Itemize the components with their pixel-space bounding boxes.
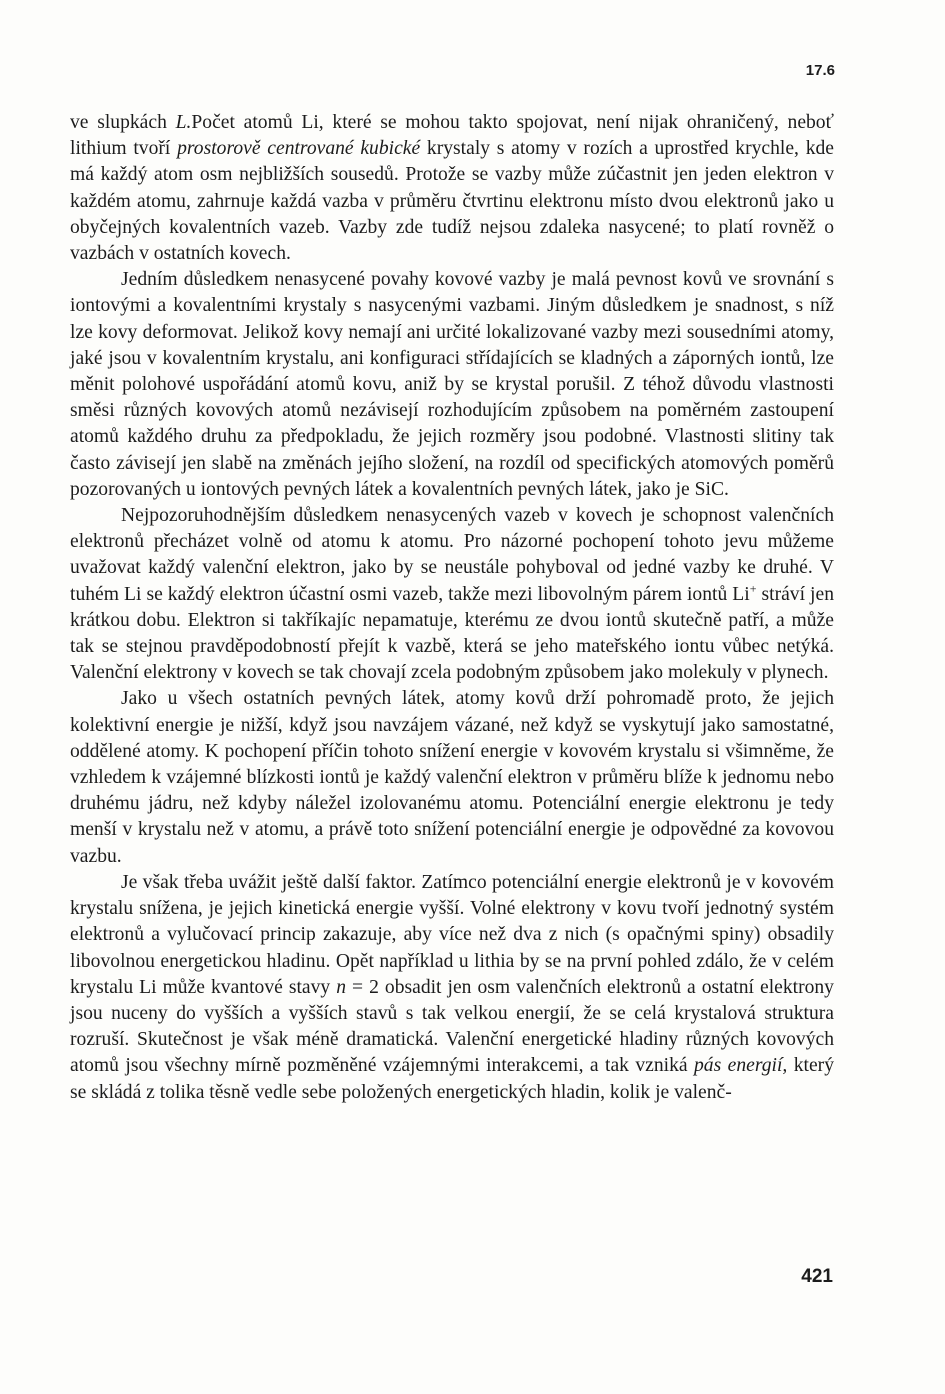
paragraph [70, 110, 834, 267]
italic-text: pás energií, [694, 1055, 788, 1077]
text-run: ve slupkách [70, 112, 176, 133]
text-run: Je však třeba uvážit ještě další faktor. Zatímco potenciální energie elektronů je v kovovém krystalu snížena, je jejich kinetická energie vyšší. Volné elektrony v kovu tvoří jednotný systém elektronů a vylučovací princip zakazuje, aby více než dva z nich (s opačnými spiny) obsadily libovolnou energetickou hladinu. Opět například u lithia by se na první pohled zdálo, že v celém krystalu Li může kvantové stavy [70, 871, 834, 998]
paragraph [70, 870, 834, 1106]
paragraph [70, 686, 834, 869]
superscript: + [749, 581, 757, 596]
paragraph [70, 503, 834, 686]
text-run: krystaly s atomy v rozích a uprostřed krychle, kde má každý atom osm nejbližších sousedů. Protože se vazby může zúčastnit jen jeden elektron v každém atomu, zahrnuje každá vazba v průměru čtvrtinu elektronu místo dvou elektronů jako u obyčejných kovalentních vazeb. Vazby zde tudíž nejsou zdaleka nasycené; to platí rovněž o vazbách v ostatních kovech. [70, 138, 834, 265]
text-body [70, 110, 834, 1106]
italic-text: L. [175, 112, 192, 133]
paragraph [70, 267, 834, 503]
text-run: Nejpozoruhodnějším důsledkem nenasycených vazeb v kovech je schopnost valenčních elektronů přecházet volně od atomu k atomu. Pro názorné pochopení tohoto jevu můžeme uvažovat každý valenční elektron, jako by se neustále pohyboval od jedné vazby ke druhé. V tuhém Li se každý elektron účastní osmi vazeb, takže mezi libovolným párem iontů Li [70, 505, 834, 605]
italic-text: prostorově centrované kubické [177, 138, 421, 160]
section-number: 17.6 [805, 62, 835, 79]
page-number: 421 [801, 1266, 833, 1287]
text-run: = 2 obsadit jen osm valenčních elektronů a ostatní elektrony jsou nuceny do vyšších a vyšších stavů s tak velkou energií, že se celá krystalová struktura rozruší. Skutečnost je však méně dramatická. Valenční energetické hladiny různých kovových atomů jsou všechny mírně pozměněné vzájemnými interakcemi, a tak vzniká [70, 976, 834, 1077]
text-run: Jako u všech ostatních pevných látek, atomy kovů drží pohromadě proto, že jejich kolektivní energie je nižší, když jsou navzájem vázané, než když se vyskytují jako samostatné, oddělené atomy. K pochopení příčin tohoto snížení energie v kovovém krystalu si všimněme, že vzhledem k vzájemné blízkosti iontů je každý valenční elektron v průměru blíže k jednomu nebo druhému jádru, než kdyby náležel izolovanému atomu. Potenciální energie elektronu je tedy menší v krystalu než v atomu, a právě toto snížení potenciální energie je odpovědné za kovovou vazbu. [70, 688, 834, 867]
italic-text: n [336, 976, 347, 998]
text-run: Počet atomů Li, které se mohou takto spojovat, není nijak ohraničený, neboť lithium tvoří [70, 112, 834, 160]
text-run: který se skládá z tolika těsně vedle sebe položených energetických hladin, kolik je valenč- [70, 1055, 834, 1103]
text-run: Jedním důsledkem nenasycené povahy kovové vazby je malá pevnost kovů ve srovnání s iontovými a kovalentními krystaly s nasycenými vazbami. Jiným důsledkem je snadnost, s níž lze kovy deformovat. Jelikož kovy nemají ani určité lokalizované vazby mezi sousedními atomy, jaké jsou v kovalentním krystalu, ani konfiguraci střídajících se kladných a záporných iontů, lze měnit polohové uspořádání atomů kovu, aniž by se krystal porušil. Z téhož důvodu vlastnosti směsi různých kovových atomů nezávisejí rozhodujícím způsobem na poměrném zastoupení atomů každého druhu za předpokladu, že jejich rozměry jsou podobné. Vlastnosti slitiny tak často závisejí jen slabě na změnách jejího složení, na rozdíl od specifických atomových poměrů pozorovaných u iontových pevných látek a kovalentních pevných látek, jako je SiC. [70, 269, 834, 500]
text-run: stráví jen krátkou dobu. Elektron si takříkajíc nepamatuje, kterému ze dvou iontů skutečně patří, a může tak se stejnou pravděpodobností přejít k vazbě, která se jeho mateřského iontu vůbec netýká. Valenční elektrony v kovech se tak chovají zcela podobným způsobem jako molekuly v plynech. [70, 583, 834, 684]
